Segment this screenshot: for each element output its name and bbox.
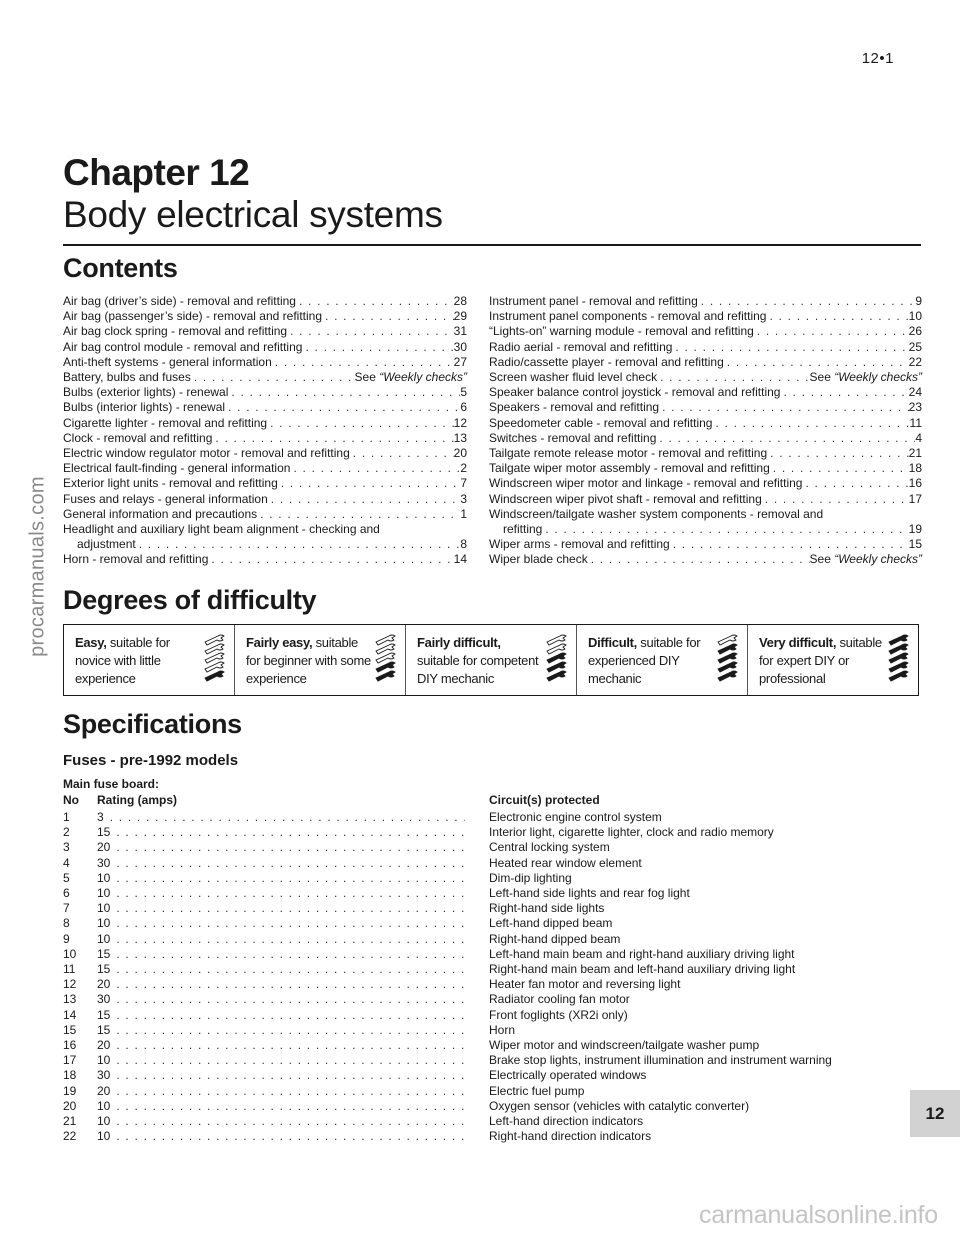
fuse-rating: 10 xyxy=(97,1114,111,1129)
difficulty-level-name: Fairly easy, xyxy=(246,635,313,650)
leader-dots xyxy=(110,992,471,1007)
fuse-rating: 30 xyxy=(97,855,111,870)
leader-dots xyxy=(228,385,460,400)
toc-entry-page: 10 xyxy=(908,309,922,324)
leader-dots xyxy=(110,1068,471,1083)
leader-dots xyxy=(110,1114,471,1129)
toc-entry-title: Battery, bulbs and fuses xyxy=(63,370,191,385)
toc-entry-page: 13 xyxy=(453,430,467,445)
fuse-row xyxy=(63,1114,923,1129)
leader-dots xyxy=(110,947,471,962)
fuse-circuit: Electrically operated windows xyxy=(489,1068,647,1083)
leader-dots xyxy=(136,537,461,552)
leader-dots xyxy=(110,1023,471,1038)
toc-entry-page: 23 xyxy=(908,400,922,415)
toc-entry-page: 31 xyxy=(453,324,467,339)
toc-entry-title: Electric window regulator motor - removal and refitting xyxy=(63,446,350,461)
toc-entry xyxy=(63,552,467,567)
toc-entry-page: 12 xyxy=(453,415,467,430)
toc-entry-page: 4 xyxy=(915,430,922,445)
leader-dots xyxy=(670,537,909,552)
difficulty-level xyxy=(748,625,918,695)
leader-dots xyxy=(278,476,461,491)
fuse-row xyxy=(63,1023,923,1038)
toc-entry-title-continued: refitting xyxy=(503,522,543,537)
fuse-rating: 20 xyxy=(97,1038,111,1053)
fuse-rating: 10 xyxy=(97,870,111,885)
leader-dots xyxy=(225,400,460,415)
toc-entry-title: Bulbs (exterior lights) - renewal xyxy=(63,385,229,400)
fuse-row xyxy=(63,977,923,992)
fuse-circuit: Horn xyxy=(489,1022,516,1037)
toc-entry xyxy=(489,492,922,507)
toc-entry-page: 11 xyxy=(909,415,922,430)
leader-dots xyxy=(672,340,908,355)
leader-dots xyxy=(191,370,355,385)
fuse-rating: 15 xyxy=(97,825,111,840)
leader-dots xyxy=(267,416,454,431)
fuse-row xyxy=(63,1053,923,1068)
fuse-rating: 10 xyxy=(97,1129,111,1144)
toc-entry-title: Wiper blade check xyxy=(489,552,588,567)
fuse-rating: 3 xyxy=(97,810,104,824)
toc-entry-title: “Lights-on” warning module - removal and refitting xyxy=(489,324,754,339)
toc-entry-title: Electrical fault-finding - general information xyxy=(63,461,291,476)
toc-entry xyxy=(489,340,922,355)
specifications-heading: Specifications xyxy=(63,709,242,739)
leader-dots xyxy=(110,1129,471,1144)
toc-entry xyxy=(489,476,922,491)
leader-dots xyxy=(350,446,454,461)
fuse-rating: 20 xyxy=(97,1083,111,1098)
leader-dots xyxy=(104,810,465,825)
spanner-rating-icon xyxy=(202,631,228,691)
toc-entry-title: Radio aerial - removal and refitting xyxy=(489,339,673,354)
column-header-rating: Rating (amps) xyxy=(97,793,178,807)
contents-heading: Contents xyxy=(63,253,178,283)
toc-entry xyxy=(63,522,467,552)
toc-entry-page: 5 xyxy=(460,385,467,400)
toc-entry xyxy=(489,324,922,339)
fuse-row xyxy=(63,1129,923,1144)
spanner-rating-icon xyxy=(886,631,912,691)
leader-dots xyxy=(110,962,471,977)
toc-entry-title: Speedometer cable - removal and refitting xyxy=(489,415,713,430)
toc-entry xyxy=(489,416,922,431)
leader-dots xyxy=(257,507,460,522)
toc-entry-page: 30 xyxy=(453,339,467,354)
toc-entry xyxy=(63,385,467,400)
column-header-circuit: Circuit(s) protected xyxy=(489,793,600,807)
difficulty-level xyxy=(406,625,577,695)
toc-entry-title: General information and precautions xyxy=(63,506,258,521)
footer-watermark: carmanualsonline.info xyxy=(698,1201,938,1229)
difficulty-level xyxy=(64,625,235,695)
fuse-circuit: Front foglights (XR2i only) xyxy=(489,1007,628,1022)
difficulty-level-text xyxy=(246,634,371,688)
toc-entry xyxy=(489,309,922,324)
fuse-number: 15 xyxy=(63,1022,77,1037)
fuse-circuit: Electric fuel pump xyxy=(489,1083,585,1098)
column-header-no: No xyxy=(63,793,79,807)
leader-dots xyxy=(542,522,908,537)
fuse-number: 13 xyxy=(63,992,77,1007)
toc-entry xyxy=(63,507,467,522)
leader-dots xyxy=(724,355,909,370)
leader-dots xyxy=(322,309,454,324)
toc-entry xyxy=(63,416,467,431)
fuse-row xyxy=(63,947,923,962)
leader-dots xyxy=(110,856,471,871)
toc-entry xyxy=(489,431,922,446)
toc-entry-page: 15 xyxy=(908,537,922,552)
toc-entry-title: Radio/cassette player - removal and refitting xyxy=(489,354,724,369)
fuse-rating: 10 xyxy=(97,886,111,901)
fuse-number: 3 xyxy=(63,840,70,855)
toc-entry-title: Air bag clock spring - removal and refitting xyxy=(63,324,288,339)
toc-entry-page: 2 xyxy=(460,461,467,476)
leader-dots xyxy=(296,294,454,309)
fuse-row xyxy=(63,1084,923,1099)
spanner-rating-icon xyxy=(373,631,399,691)
toc-entry xyxy=(63,476,467,491)
toc-entry-page: 29 xyxy=(453,309,467,324)
fuse-number: 6 xyxy=(63,886,70,901)
fuse-row xyxy=(63,886,923,901)
toc-entry-title: Anti-theft systems - general information xyxy=(63,354,272,369)
leader-dots xyxy=(766,309,908,324)
fuses-subheading: Fuses - pre-1992 models xyxy=(63,752,239,769)
fuse-number: 20 xyxy=(63,1098,77,1113)
difficulty-scale xyxy=(63,624,919,696)
fuse-row xyxy=(63,932,923,947)
leader-dots xyxy=(657,370,809,385)
toc-entry-page: 16 xyxy=(908,476,922,491)
toc-entry xyxy=(63,446,467,461)
leader-dots xyxy=(110,1053,471,1068)
toc-entry-title: Screen washer fluid level check xyxy=(489,370,658,385)
fuse-row xyxy=(63,856,923,871)
toc-entry-title: Speaker balance control joystick - removal and refitting xyxy=(489,385,781,400)
fuse-row xyxy=(63,962,923,977)
toc-entry xyxy=(489,552,922,567)
leader-dots xyxy=(110,1099,471,1114)
side-watermark: procarmanuals.com xyxy=(26,476,49,657)
fuse-circuit: Left-hand side lights and rear fog light xyxy=(489,886,690,901)
leader-dots xyxy=(208,552,453,567)
toc-entry-page: See “Weekly checks” xyxy=(354,370,467,385)
difficulty-level xyxy=(235,625,406,695)
toc-entry-page: 8 xyxy=(460,537,467,552)
toc-entry-title: Air bag (passenger’s side) - removal and refitting xyxy=(63,309,323,324)
toc-entry-page: 21 xyxy=(908,446,922,461)
toc-entry xyxy=(63,324,467,339)
toc-entry-title: Clock - removal and refitting xyxy=(63,430,213,445)
difficulty-level xyxy=(577,625,748,695)
leader-dots xyxy=(290,461,460,476)
leader-dots xyxy=(659,400,909,415)
fuse-row xyxy=(63,1008,923,1023)
fuse-number: 18 xyxy=(63,1068,77,1083)
toc-entry xyxy=(489,446,922,461)
leader-dots xyxy=(110,932,471,947)
leader-dots xyxy=(802,476,908,491)
fuse-rating: 10 xyxy=(97,901,111,916)
fuse-circuit: Wiper motor and windscreen/tailgate washer pump xyxy=(489,1038,760,1053)
toc-entry-page: 14 xyxy=(453,552,467,567)
toc-entry xyxy=(489,294,922,309)
toc-entry-page: See “Weekly checks” xyxy=(809,552,922,567)
fuse-row xyxy=(63,1099,923,1114)
leader-dots xyxy=(698,294,916,309)
fuse-number: 17 xyxy=(63,1053,77,1068)
fuse-circuit: Heated rear window element xyxy=(489,855,642,870)
fuse-number: 7 xyxy=(63,901,70,916)
toc-entry xyxy=(489,400,922,415)
toc-entry-page: 18 xyxy=(908,461,922,476)
fuse-rating: 15 xyxy=(97,1022,111,1037)
toc-entry-page: 22 xyxy=(908,354,922,369)
difficulty-level-text xyxy=(417,634,542,688)
fuse-row xyxy=(63,871,923,886)
leader-dots xyxy=(780,385,908,400)
fuse-rating: 10 xyxy=(97,916,111,931)
chapter-tab: 12 xyxy=(910,1090,960,1137)
fuse-rating: 10 xyxy=(97,1098,111,1113)
fuse-number: 10 xyxy=(63,946,77,961)
fuse-circuit: Left-hand dipped beam xyxy=(489,916,613,931)
toc-entry-page: 25 xyxy=(908,339,922,354)
toc-entry-title: Tailgate remote release motor - removal and refitting xyxy=(489,446,768,461)
toc-entry xyxy=(63,340,467,355)
difficulty-heading: Degrees of difficulty xyxy=(63,585,317,615)
toc-entry-page: 9 xyxy=(915,294,922,308)
leader-dots xyxy=(110,977,471,992)
fuse-number: 1 xyxy=(63,810,70,824)
fuse-number: 2 xyxy=(63,825,70,840)
fuse-number: 22 xyxy=(63,1129,77,1144)
difficulty-level-name: Very difficult, xyxy=(759,635,837,650)
toc-entry-title: Cigarette lighter - removal and refitting xyxy=(63,415,268,430)
fuse-rating: 15 xyxy=(97,946,111,961)
toc-entry-title: Horn - removal and refitting xyxy=(63,552,209,567)
spanner-rating-icon xyxy=(715,631,741,691)
fuse-row xyxy=(63,810,923,825)
toc-entry-page: 24 xyxy=(908,385,922,400)
page-number: 12•1 xyxy=(861,50,894,67)
toc-entry-page: 3 xyxy=(460,491,467,506)
leader-dots xyxy=(272,355,454,370)
fuse-row xyxy=(63,1038,923,1053)
toc-entry-title: Fuses and relays - general information xyxy=(63,491,268,506)
toc-entry-title: Windscreen/tailgate washer system components - removal and xyxy=(489,506,824,521)
toc-entry-title: Windscreen wiper motor and linkage - removal and refitting xyxy=(489,476,803,491)
toc-entry-title: Windscreen wiper pivot shaft - removal and refitting xyxy=(489,491,762,506)
fuse-circuit: Left-hand direction indicators xyxy=(489,1114,644,1129)
leader-dots xyxy=(268,492,461,507)
toc-entry xyxy=(63,355,467,370)
leader-dots xyxy=(770,461,909,476)
difficulty-level-name: Fairly difficult, xyxy=(417,635,501,650)
toc-entry-page: See “Weekly checks” xyxy=(809,370,922,385)
fuse-circuit: Electronic engine control system xyxy=(489,810,662,824)
leader-dots xyxy=(110,825,471,840)
fuse-circuit: Right-hand direction indicators xyxy=(489,1129,652,1144)
leader-dots xyxy=(212,431,453,446)
fuse-circuit: Left-hand main beam and right-hand auxiliary driving light xyxy=(489,946,795,961)
toc-entry-title: Wiper arms - removal and refitting xyxy=(489,537,670,552)
fuse-row xyxy=(63,901,923,916)
contents-right-column xyxy=(489,294,922,568)
chapter-title: Chapter 12 xyxy=(63,152,250,193)
title-rule xyxy=(63,244,921,246)
toc-entry-page: 6 xyxy=(460,400,467,415)
difficulty-level-description: suitable for beginner with some experience xyxy=(246,635,371,686)
toc-entry xyxy=(489,385,922,400)
toc-entry-title: Switches - removal and refitting xyxy=(489,430,657,445)
difficulty-level-text xyxy=(588,634,713,688)
toc-entry-title: Tailgate wiper motor assembly - removal and refitting xyxy=(489,461,770,476)
toc-entry-title: Air bag control module - removal and refitting xyxy=(63,339,303,354)
fuse-rating: 20 xyxy=(97,840,111,855)
chapter-subtitle: Body electrical systems xyxy=(63,194,443,235)
leader-dots xyxy=(712,416,909,431)
difficulty-level-description: suitable for expert DIY or professional xyxy=(759,635,882,686)
fuse-circuit: Dim-dip lighting xyxy=(489,870,572,885)
leader-dots xyxy=(302,340,453,355)
fuse-number: 9 xyxy=(63,931,70,946)
fuse-table xyxy=(63,810,923,1144)
toc-entry-page: 19 xyxy=(908,522,922,537)
leader-dots xyxy=(110,901,471,916)
toc-entry xyxy=(63,431,467,446)
main-fuse-board-label: Main fuse board: xyxy=(63,777,160,791)
toc-entry xyxy=(63,400,467,415)
toc-entry xyxy=(489,507,922,537)
difficulty-level-text xyxy=(759,634,884,688)
leader-dots xyxy=(110,1038,471,1053)
fuse-circuit: Brake stop lights, instrument illumination and instrument warning xyxy=(489,1053,832,1068)
fuse-rating: 30 xyxy=(97,1068,111,1083)
fuse-circuit: Interior light, cigarette lighter, clock and radio memory xyxy=(489,825,774,840)
fuse-rating: 10 xyxy=(97,931,111,946)
toc-entry-page: 28 xyxy=(453,294,467,308)
fuse-rating: 30 xyxy=(97,992,111,1007)
fuse-row xyxy=(63,916,923,931)
fuse-rating: 15 xyxy=(97,1007,111,1022)
spanner-rating-icon xyxy=(544,631,570,691)
fuse-circuit: Right-hand main beam and left-hand auxiliary driving light xyxy=(489,962,796,977)
difficulty-level-name: Difficult, xyxy=(588,635,637,650)
difficulty-level-description: suitable for competent DIY mechanic xyxy=(417,653,539,686)
fuse-circuit: Oxygen sensor (vehicles with catalytic converter) xyxy=(489,1098,750,1113)
leader-dots xyxy=(110,916,471,931)
fuse-rating: 15 xyxy=(97,962,111,977)
toc-entry xyxy=(489,370,922,385)
leader-dots xyxy=(110,871,471,886)
toc-entry-page: 26 xyxy=(908,324,922,339)
fuse-circuit: Central locking system xyxy=(489,840,610,855)
toc-entry-page: 20 xyxy=(453,446,467,461)
fuse-number: 12 xyxy=(63,977,77,992)
fuse-row xyxy=(63,825,923,840)
leader-dots xyxy=(110,1008,471,1023)
difficulty-level-description: suitable for experienced DIY mechanic xyxy=(588,635,701,686)
toc-entry-title: Bulbs (interior lights) - renewal xyxy=(63,400,226,415)
toc-entry-title: Instrument panel components - removal and refitting xyxy=(489,309,767,324)
leader-dots xyxy=(110,840,471,855)
fuse-number: 8 xyxy=(63,916,70,931)
toc-entry-title-continued: adjustment xyxy=(77,537,136,552)
toc-entry-title: Speakers - removal and refitting xyxy=(489,400,660,415)
fuse-row xyxy=(63,1068,923,1083)
fuse-number: 21 xyxy=(63,1114,77,1129)
toc-entry xyxy=(63,370,467,385)
fuse-circuit: Right-hand dipped beam xyxy=(489,931,621,946)
fuse-number: 11 xyxy=(63,962,76,977)
toc-entry-title: Headlight and auxiliary light beam alignment - checking and xyxy=(63,522,380,537)
toc-entry xyxy=(489,355,922,370)
toc-entry-title: Instrument panel - removal and refitting xyxy=(489,294,698,308)
leader-dots xyxy=(110,1084,471,1099)
difficulty-level-description: suitable for novice with little experience xyxy=(75,635,170,686)
fuse-number: 14 xyxy=(63,1007,77,1022)
toc-entry-title: Exterior light units - removal and refitting xyxy=(63,476,278,491)
fuse-circuit: Heater fan motor and reversing light xyxy=(489,977,681,992)
leader-dots xyxy=(767,446,909,461)
leader-dots xyxy=(287,324,454,339)
fuse-row xyxy=(63,840,923,855)
toc-entry-page: 27 xyxy=(453,354,467,369)
fuse-number: 5 xyxy=(63,870,70,885)
leader-dots xyxy=(110,886,471,901)
fuse-row xyxy=(63,992,923,1007)
difficulty-level-name: Easy, xyxy=(75,635,107,650)
toc-entry xyxy=(63,294,467,309)
toc-entry-page: 1 xyxy=(460,506,467,521)
leader-dots xyxy=(656,431,915,446)
contents-left-column xyxy=(63,294,467,568)
toc-entry-page: 7 xyxy=(460,476,467,491)
fuse-circuit: Right-hand side lights xyxy=(489,901,605,916)
fuse-rating: 20 xyxy=(97,977,111,992)
difficulty-level-text xyxy=(75,634,200,688)
leader-dots xyxy=(762,492,909,507)
toc-entry-page: 17 xyxy=(908,491,922,506)
toc-entry xyxy=(489,537,922,552)
fuse-rating: 10 xyxy=(97,1053,111,1068)
toc-entry xyxy=(63,309,467,324)
fuse-circuit: Radiator cooling fan motor xyxy=(489,992,630,1007)
toc-entry xyxy=(63,492,467,507)
fuse-number: 16 xyxy=(63,1038,77,1053)
leader-dots xyxy=(588,552,810,567)
fuse-number: 19 xyxy=(63,1083,77,1098)
toc-entry xyxy=(63,461,467,476)
leader-dots xyxy=(754,324,909,339)
fuse-number: 4 xyxy=(63,855,70,870)
toc-entry-title: Air bag (driver’s side) - removal and refitting xyxy=(63,294,296,308)
toc-entry xyxy=(489,461,922,476)
